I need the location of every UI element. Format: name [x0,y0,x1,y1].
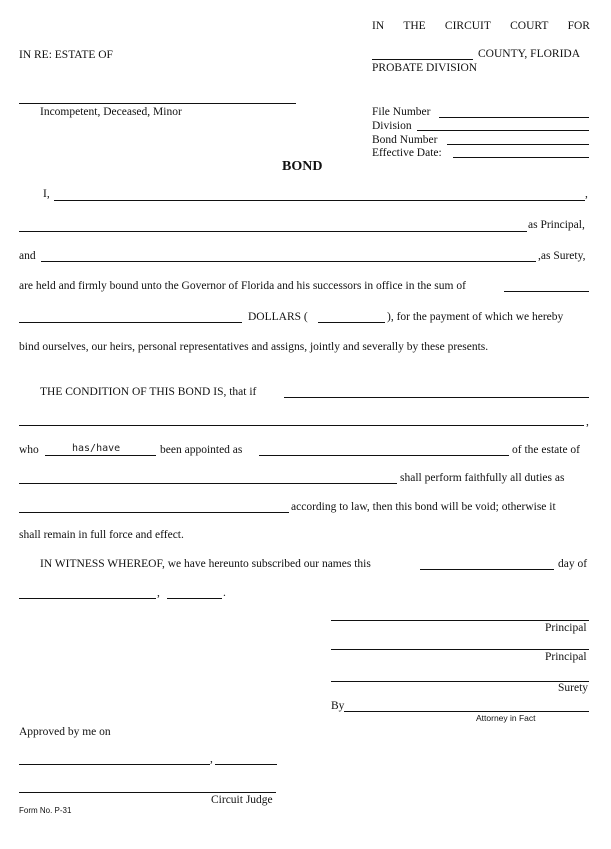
condition-line[interactable] [284,397,589,398]
as-principal-label: as Principal, [528,219,585,231]
file-number-line[interactable] [439,117,589,118]
surety-label: Surety [558,682,589,694]
estate-name-line[interactable] [19,103,296,104]
duties-line[interactable] [19,512,289,513]
principal-signature-line-2[interactable] [331,649,589,650]
page-title: BOND [282,159,323,174]
comma: , [210,753,213,765]
full-force-text: shall remain in full force and effect. [19,529,184,541]
dollars-amount-line[interactable] [318,322,385,323]
principal-signature-line-1[interactable] [331,620,589,621]
day-of-label: day of [558,558,588,570]
in-re-label: IN RE: ESTATE OF [19,49,113,61]
court-word: CIRCUIT [444,20,491,32]
approval-date-line[interactable] [19,764,210,765]
principal-line-2[interactable] [19,231,527,232]
approved-label: Approved by me on [19,726,111,738]
bind-text: bind ourselves, our heirs, personal representatives and assigns, jointly and severally by these presents. [19,341,489,353]
i-label: I, [43,188,50,200]
court-word: THE [403,20,426,32]
of-estate-label: of the estate of [512,444,581,456]
court-word: IN [372,20,385,32]
witness-text: IN WITNESS WHEREOF, we have hereunto subscribed our names this [40,558,371,570]
condition-text: THE CONDITION OF THIS BOND IS, that if [40,386,257,398]
judge-signature-line[interactable] [19,792,276,793]
condition-line-2[interactable] [19,425,584,426]
period: . [223,587,226,599]
sum-line[interactable] [504,291,589,292]
division-title: PROBATE DIVISION [372,62,478,74]
year-line[interactable] [167,598,222,599]
principal-label-1: Principal [545,622,587,634]
day-line[interactable] [420,569,554,570]
court-word: COURT [510,20,549,32]
and-label: and [19,250,36,262]
attorney-label: Attorney in Fact [476,713,536,723]
estate-of-line[interactable] [19,483,397,484]
county-label: COUNTY, FLORIDA [478,48,581,60]
payment-text: ), for the payment of which we hereby [387,311,564,323]
trailing-comma: , [586,416,589,428]
been-appointed-label: been appointed as [160,444,243,456]
effective-date-line[interactable] [453,157,589,158]
bond-number-label: Bond Number [372,134,438,146]
county-field-line[interactable] [372,59,473,60]
bond-number-line[interactable] [447,144,589,145]
division-line[interactable] [417,130,589,131]
division-label: Division [372,120,412,132]
circuit-judge-label: Circuit Judge [211,794,273,806]
surety-signature-line[interactable] [331,681,589,682]
held-bound-text: are held and firmly bound unto the Governor of Florida and his successors in office in the sum of [19,280,466,292]
comma: , [157,587,160,599]
estate-caption: Incompetent, Deceased, Minor [40,106,182,118]
principal-name-line[interactable] [54,200,585,201]
month-line[interactable] [19,598,156,599]
file-number-label: File Number [372,106,431,118]
form-number: Form No. P-31 [19,806,72,815]
attorney-signature-line[interactable] [344,711,589,712]
by-label: By [331,700,345,712]
shall-perform-text: shall perform faithfully all duties as [400,472,565,484]
comma: , [585,188,588,200]
has-have-option[interactable]: has/have [72,443,121,454]
surety-name-line[interactable] [41,261,536,262]
effective-date-label: Effective Date: [372,147,442,159]
court-word: FOR [567,20,590,32]
principal-label-2: Principal [545,651,587,663]
dollars-label: DOLLARS ( [248,311,308,323]
as-surety-label: ,as Surety, [538,250,586,262]
who-label: who [19,444,39,456]
according-law-text: according to law, then this bond will be void; otherwise it [291,501,556,513]
court-header [372,20,590,32]
dollars-words-line[interactable] [19,322,242,323]
has-have-line[interactable] [45,455,156,456]
approval-year-line[interactable] [215,764,277,765]
appointment-line[interactable] [259,455,509,456]
